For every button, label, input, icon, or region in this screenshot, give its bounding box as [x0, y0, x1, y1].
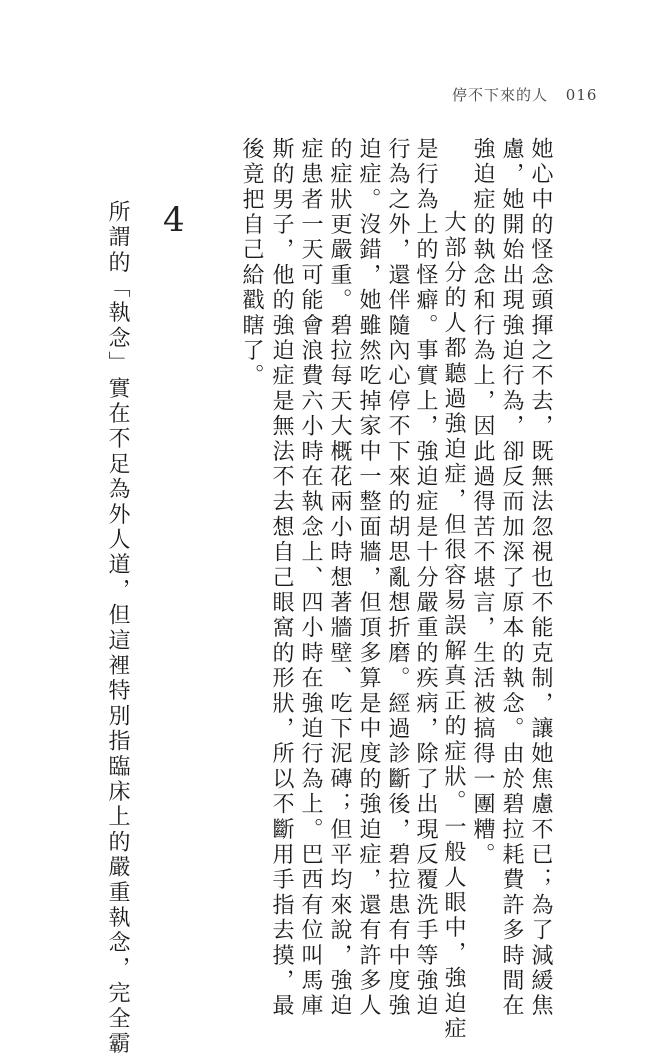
running-header: [452, 84, 597, 105]
text-column: 強迫症的執念和行為上，因此過得苦不堪言，生活被搞得一團糟。: [470, 137, 495, 868]
text-column: 斯的男子，他的強迫症是無法不去想自己眼窩的形狀，所以不斷用手指去摸，最: [269, 137, 294, 1019]
page-number: 016: [565, 86, 598, 104]
book-title: 停不下來的人: [452, 86, 549, 104]
section-text-column: 所謂的「執念」實在不足為外人道，但這裡特別指臨床上的嚴重執念，完全霸: [105, 200, 130, 1057]
text-column: 迫症。沒錯，她雖然吃掉家中一整面牆，但頂多算是中度的強迫症，還有許多人: [356, 137, 381, 1019]
text-column: 大部分的人都聽過強迫症，但很容易誤解真正的症狀。一般人眼中，強迫症: [441, 185, 466, 1042]
text-column: 是行為上的怪癖。事實上，強迫症是十分嚴重的疾病，除了出現反覆洗手等強迫: [413, 137, 438, 1019]
text-column: 的症狀更嚴重。碧拉每天大概花兩小時想著牆壁、吃下泥磚；但平均來說，強迫: [327, 137, 352, 1019]
section-number: 4: [163, 200, 185, 240]
text-column: 後竟把自己給戳瞎了。: [239, 137, 264, 389]
text-column: 行為之外，還伴隨內心停不下來的胡思亂想折磨。經過診斷後，碧拉患有中度強: [385, 137, 410, 1019]
text-column: 慮，她開始出現強迫行為，卻反而加深了原本的執念。由於碧拉耗費許多時間在: [499, 137, 524, 1019]
text-column: 症患者一天可能會浪費六小時在執念上、四小時在強迫行為上。巴西有位叫馬庫: [298, 137, 323, 1019]
text-column: 她心中的怪念頭揮之不去，既無法忽視也不能克制，讓她焦慮不已；為了減緩焦: [528, 137, 553, 1019]
